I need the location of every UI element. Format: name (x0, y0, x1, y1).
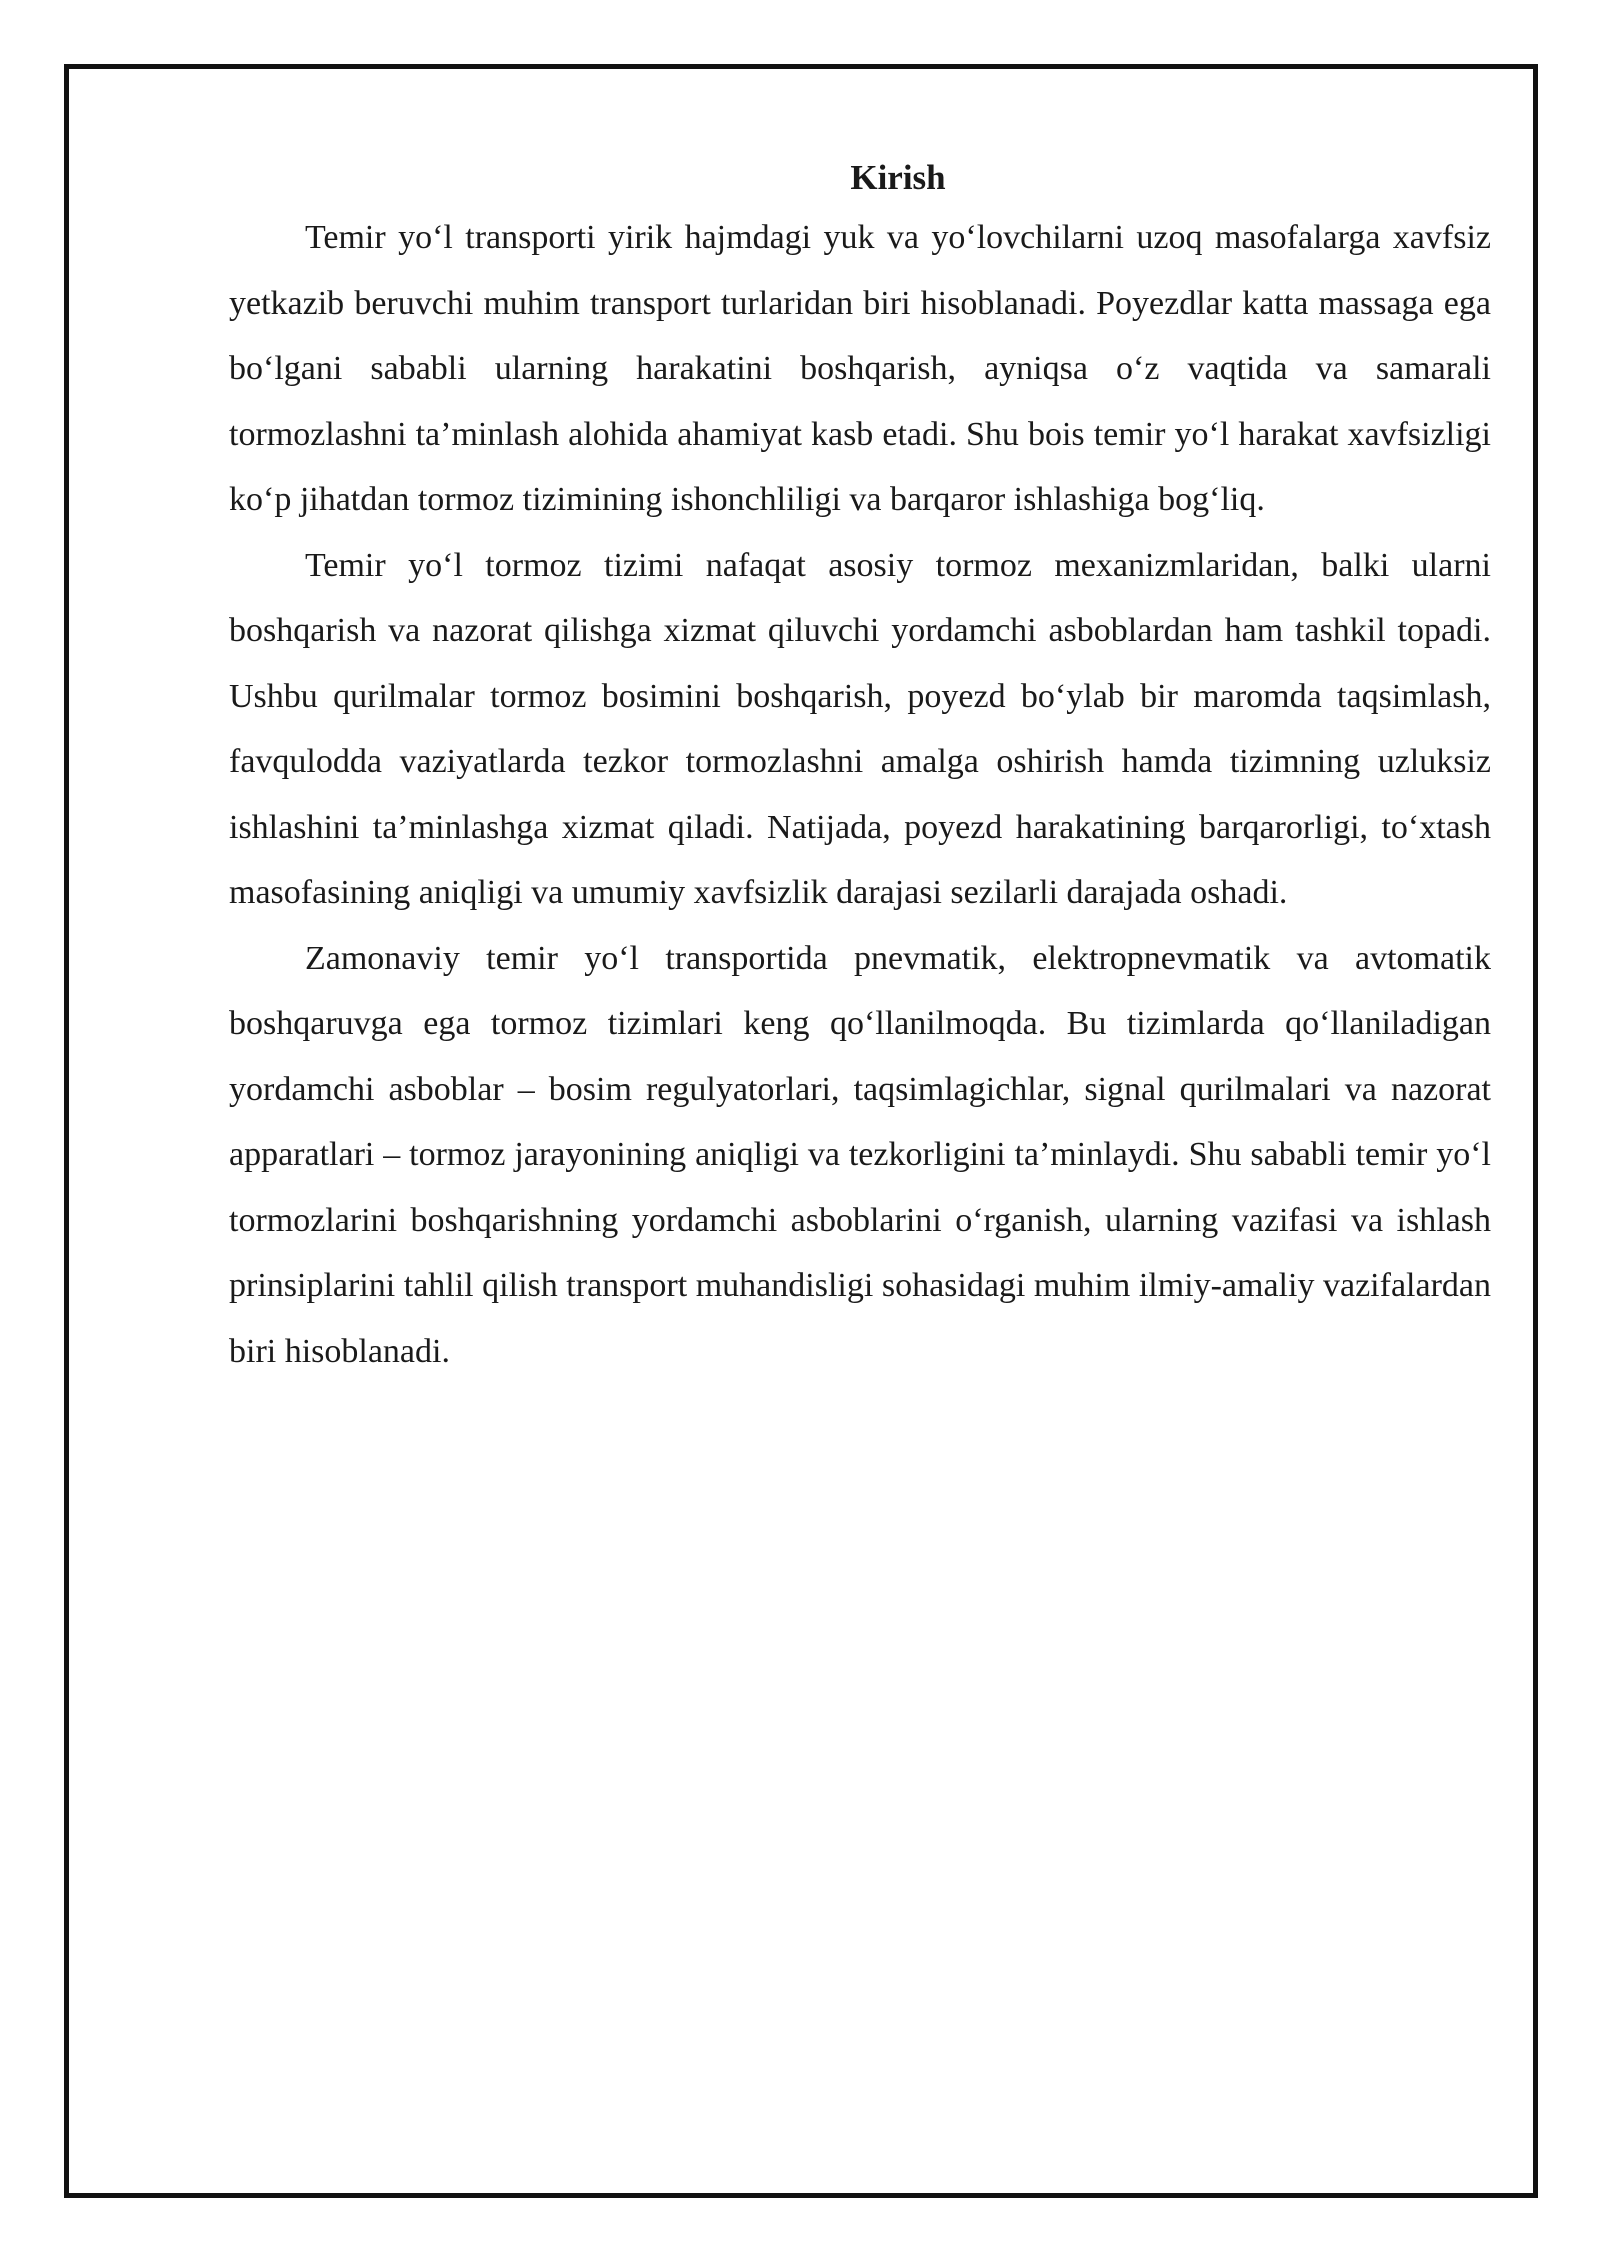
paragraph-1: Temir yo‘l transporti yirik hajmdagi yuk va yo‘lovchilarni uzoq masofalarga xavfsiz yetkazib beruvchi muhim transport turlaridan biri hisoblanadi. Poyezdlar katta massaga ega bo‘lgani sababli ularning harakatini boshqarish, ayniqsa o‘z vaqtida va samarali tormozlashni ta’minlash alohida ahamiyat kasb etadi. Shu bois temir yo‘l harakat xavfsizligi ko‘p jihatdan tormoz tizimining ishonchliligi va barqaror ishlashiga bog‘liq. (229, 219, 1491, 518)
document-body (229, 145, 1491, 1384)
paragraph-2: Temir yo‘l tormoz tizimi nafaqat asosiy tormoz mexanizmlaridan, balki ularni boshqarish va nazorat qilishga xizmat qiluvchi yordamchi asboblardan ham tashkil topadi. Ushbu qurilmalar tormoz bosimini boshqarish, poyezd bo‘ylab bir maromda taqsimlash, favqulodda vaziyatlarda tezkor tormozlashni amalga oshirish hamda tizimning uzluksiz ishlashini ta’minlashga xizmat qiladi. Natijada, poyezd harakatining barqarorligi, to‘xtash masofasining aniqligi va umumiy xavfsizlik darajasi sezilarli darajada oshadi. (229, 546, 1491, 911)
section-heading: Kirish (850, 158, 946, 197)
paragraph-3: Zamonaviy temir yo‘l transportida pnevmatik, elektropnevmatik va avtomatik boshqaruvga ega tormoz tizimlari keng qo‘llanilmoqda. Bu tizimlarda qo‘llaniladigan yordamchi asboblar – bosim regulyatorlari, taqsimlagichlar, signal qurilmalari va nazorat apparatlari – tormoz jarayonining aniqligi va tezkorligini ta’minlaydi. Shu sababli temir yo‘l tormozlarini boshqarishning yordamchi asboblarini o‘rganish, ularning vazifasi va ishlash prinsiplarini tahlil qilish transport muhandisligi sohasidagi muhim ilmiy-amaliy vazifalardan biri hisoblanadi. (229, 939, 1491, 1370)
